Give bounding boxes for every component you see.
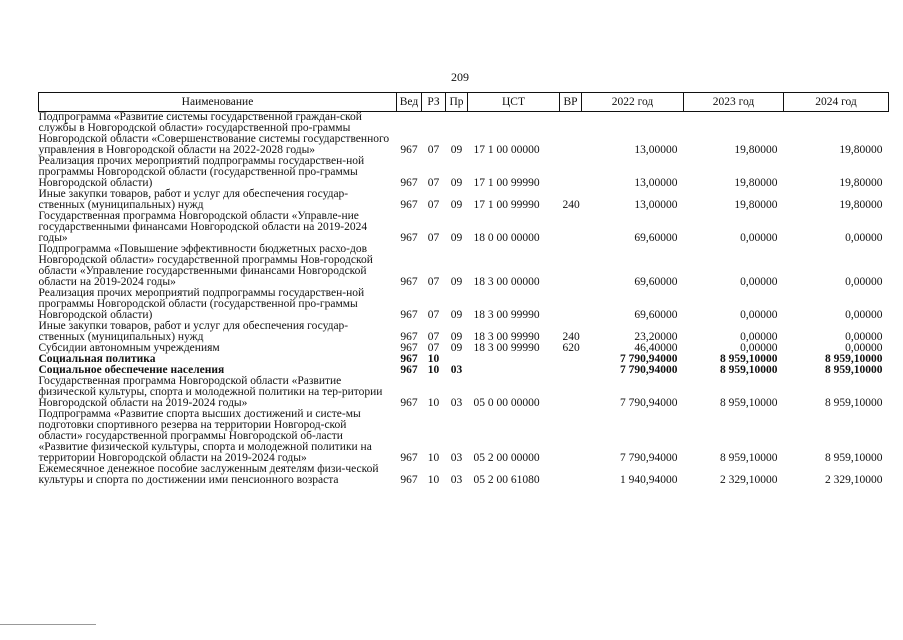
table-row — [39, 321, 889, 343]
row-cst: 18 3 00 99990 — [473, 309, 540, 321]
row-rz: 10 — [427, 353, 440, 365]
row-name: Субсидии автономным учреждениям — [38, 342, 220, 354]
page-number: 209 — [451, 70, 469, 84]
row-ved: 967 — [400, 342, 418, 354]
row-cst: 18 3 00 00000 — [473, 276, 540, 288]
row-2022-amount: 46,40000 — [634, 342, 678, 354]
row-rz: 07 — [427, 199, 440, 211]
row-vr — [560, 365, 582, 376]
row-cst: 17 1 00 99990 — [473, 177, 540, 189]
row-2022-amount: 69,60000 — [634, 232, 678, 244]
row-name: Социальная политика — [38, 353, 156, 365]
row-cst: 17 1 00 99990 — [473, 199, 540, 211]
row-2023-amount: 8 959,10000 — [720, 397, 778, 409]
row-2024-amount: 19,80000 — [839, 144, 883, 156]
row-ved: 967 — [400, 177, 418, 189]
table-row — [39, 464, 889, 486]
row-ved: 967 — [400, 452, 418, 464]
header-ved: Вед — [397, 93, 422, 112]
row-rz: 07 — [427, 177, 440, 189]
row-pr: 09 — [450, 232, 463, 244]
row-name: Подпрограмма «Развитие спорта высших достижений и систе-мы подготовки спортивного резерва на территории Новгород-ской области» государственной программы Новгородской об-ласти «Развитие физической культуры, спорта и молодежной политики на территории Новгородской области на 2019-2024 годы» — [38, 408, 372, 464]
row-pr: 03 — [450, 452, 463, 464]
row-pr: 09 — [450, 199, 463, 211]
row-2022-amount: 13,00000 — [634, 144, 678, 156]
row-ved: 967 — [400, 474, 418, 486]
row-2024-amount: 8 959,10000 — [825, 397, 883, 409]
row-2023-amount: 8 959,10000 — [720, 353, 778, 365]
row-2022-amount: 23,20000 — [634, 331, 678, 343]
row-name: Подпрограмма «Развитие системы государственной граждан-ской службы в Новгородской области» государственной про-граммы Новгородской области «Совершенствование системы государственного управления в Новгородской области на 2022-2028 годы» — [38, 111, 390, 156]
row-ved: 967 — [400, 309, 418, 321]
header-name: Наименование — [39, 93, 397, 112]
footer-rule — [0, 624, 96, 625]
row-pr: 09 — [450, 144, 463, 156]
row-2022-amount: 69,60000 — [634, 309, 678, 321]
row-cst — [468, 365, 560, 376]
row-vr — [560, 244, 582, 288]
row-ved: 967 — [400, 364, 418, 376]
row-2023-amount: 0,00000 — [740, 342, 778, 354]
table-body — [39, 112, 889, 487]
row-2023-amount: 0,00000 — [740, 331, 778, 343]
row-pr: 09 — [450, 309, 463, 321]
row-pr: 03 — [450, 474, 463, 486]
row-vr — [560, 288, 582, 321]
row-2022-amount: 13,00000 — [634, 177, 678, 189]
table-row — [39, 189, 889, 211]
row-ved: 967 — [400, 144, 418, 156]
row-name: Реализация прочих мероприятий подпрограммы государствен-ной программы Новгородской области (государственной про-граммы Новгородской области) — [38, 287, 365, 321]
row-2024-amount: 0,00000 — [845, 309, 883, 321]
header-cst: ЦСТ — [468, 93, 560, 112]
row-2024-amount: 2 329,10000 — [825, 474, 883, 486]
row-2022-amount: 69,60000 — [634, 276, 678, 288]
table-row — [39, 211, 889, 244]
row-2023-amount: 0,00000 — [740, 309, 778, 321]
row-2024-amount: 8 959,10000 — [825, 353, 883, 365]
row-2022-amount: 7 790,94000 — [620, 364, 678, 376]
row-2023-amount: 19,80000 — [734, 177, 778, 189]
row-vr — [560, 376, 582, 409]
row-cst: 05 2 00 61080 — [473, 474, 540, 486]
row-name: Иные закупки товаров, работ и услуг для обеспечения государ-ственных (муниципальных) нужд — [38, 320, 349, 343]
row-vr: 240 — [562, 331, 580, 343]
row-cst: 18 3 00 99990 — [473, 342, 540, 354]
row-2022-amount: 1 940,94000 — [620, 474, 678, 486]
row-vr — [560, 112, 582, 157]
row-2024-amount: 0,00000 — [845, 331, 883, 343]
row-name: Подпрограмма «Повышение эффективности бюджетных расхо-дов Новгородской области» государственной программы Нов-городской области «Управление государственными финансами Новгородской области на 2019-2024 годы» — [38, 243, 373, 288]
table-row — [39, 244, 889, 288]
row-name: Иные закупки товаров, работ и услуг для обеспечения государ-ственных (муниципальных) нужд — [38, 188, 349, 211]
table-row — [39, 376, 889, 409]
row-vr — [560, 211, 582, 244]
row-cst: 05 2 00 00000 — [473, 452, 540, 464]
row-name: Реализация прочих мероприятий подпрограммы государствен-ной программы Новгородской области (государственной про-граммы Новгородской области) — [38, 155, 365, 189]
row-2024-amount: 19,80000 — [839, 199, 883, 211]
row-2023-amount: 2 329,10000 — [720, 474, 778, 486]
row-vr — [560, 464, 582, 486]
row-cst: 05 0 00 00000 — [473, 397, 540, 409]
table-header-row — [39, 93, 889, 112]
row-cst: 18 0 00 00000 — [473, 232, 540, 244]
row-2023-amount: 8 959,10000 — [720, 452, 778, 464]
row-ved: 967 — [400, 331, 418, 343]
row-rz: 07 — [427, 232, 440, 244]
row-name: Социальное обеспечение населения — [38, 364, 225, 376]
table-row — [39, 288, 889, 321]
row-rz: 10 — [427, 364, 440, 376]
row-2024-amount: 8 959,10000 — [825, 364, 883, 376]
row-rz: 07 — [427, 342, 440, 354]
header-pr: Пр — [446, 93, 468, 112]
table-row — [39, 112, 889, 157]
row-2022-amount: 7 790,94000 — [620, 452, 678, 464]
row-ved: 967 — [400, 353, 418, 365]
budget-table — [38, 92, 889, 486]
row-pr: 03 — [450, 397, 463, 409]
row-2024-amount: 0,00000 — [845, 232, 883, 244]
row-2022-amount: 7 790,94000 — [620, 353, 678, 365]
row-rz: 07 — [427, 144, 440, 156]
header-rz: РЗ — [422, 93, 446, 112]
row-2022-amount: 13,00000 — [634, 199, 678, 211]
row-ved: 967 — [400, 397, 418, 409]
row-2023-amount: 0,00000 — [740, 276, 778, 288]
row-2023-amount: 19,80000 — [734, 144, 778, 156]
row-pr: 09 — [450, 331, 463, 343]
row-ved: 967 — [400, 276, 418, 288]
row-pr: 09 — [450, 177, 463, 189]
row-2023-amount: 19,80000 — [734, 199, 778, 211]
row-2024-amount: 0,00000 — [845, 342, 883, 354]
row-rz: 07 — [427, 276, 440, 288]
header-2023: 2023 год — [684, 93, 784, 112]
header-2024: 2024 год — [784, 93, 889, 112]
table-row — [39, 409, 889, 464]
row-cst: 18 3 00 99990 — [473, 331, 540, 343]
row-rz: 10 — [427, 397, 440, 409]
row-pr: 09 — [450, 276, 463, 288]
row-cst: 17 1 00 00000 — [473, 144, 540, 156]
row-cst — [468, 354, 560, 365]
row-vr: 620 — [562, 342, 580, 354]
row-vr — [560, 354, 582, 365]
row-name: Ежемесячное денежное пособие заслуженным деятелям физи-ческой культуры и спорта по достижении ими пенсионного возраста — [38, 463, 379, 486]
header-vr: ВР — [560, 93, 582, 112]
row-2022-amount: 7 790,94000 — [620, 397, 678, 409]
row-rz: 07 — [427, 331, 440, 343]
row-ved: 967 — [400, 199, 418, 211]
table-row — [39, 156, 889, 189]
header-2022: 2022 год — [582, 93, 684, 112]
row-rz: 10 — [427, 452, 440, 464]
row-2024-amount: 0,00000 — [845, 276, 883, 288]
row-vr — [560, 156, 582, 189]
row-vr: 240 — [562, 199, 580, 211]
row-rz: 07 — [427, 309, 440, 321]
row-name: Государственная программа Новгородской области «Управле-ние государственными финансами Новгородской области на 2019-2024 годы» — [38, 210, 368, 244]
row-rz: 10 — [427, 474, 440, 486]
row-2024-amount: 8 959,10000 — [825, 452, 883, 464]
row-2023-amount: 8 959,10000 — [720, 364, 778, 376]
row-ved: 967 — [400, 232, 418, 244]
row-pr: 09 — [450, 342, 463, 354]
row-vr — [560, 409, 582, 464]
row-2023-amount: 0,00000 — [740, 232, 778, 244]
row-name: Государственная программа Новгородской области «Развитие физической культуры, спорта и молодежной политики на тер-ритории Новгородской области на 2019-2024 годы» — [38, 375, 383, 409]
row-2024-amount: 19,80000 — [839, 177, 883, 189]
row-pr: 03 — [450, 364, 463, 376]
